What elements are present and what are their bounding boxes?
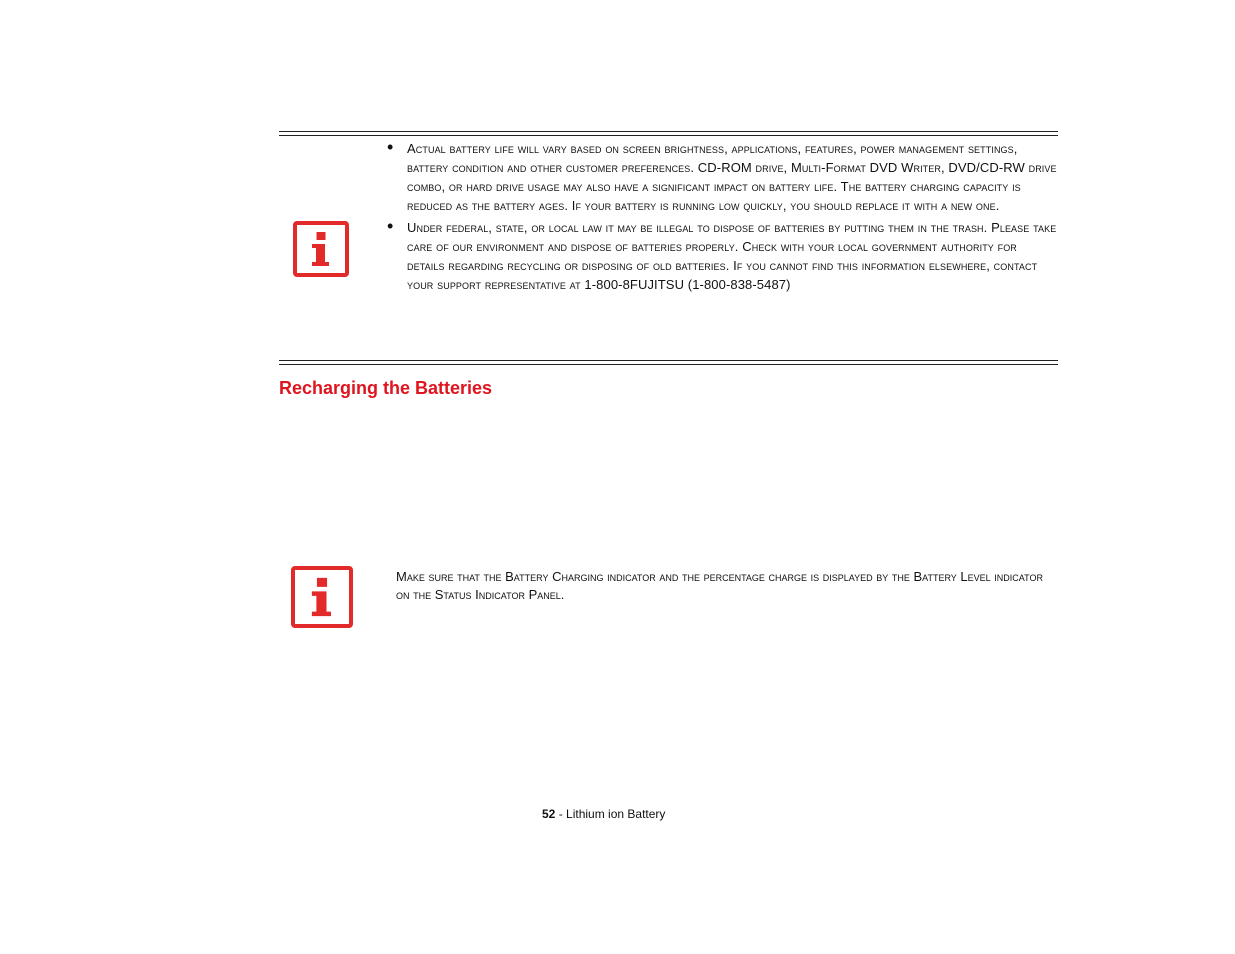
footer-separator: -: [555, 807, 567, 821]
page-footer: [542, 807, 665, 821]
note-bullet-item: • Under federal, state, or local law it may be illegal to dispose of batteries by putting them in the trash. Please take care of our environment and dispose of batteries properly. Check with your local government authority for details regarding recycling or disposing of old batteries. If you cannot find this information elsewhere, contact your support representative at 1-800-8FUJITSU (1-800-838-5487): [387, 218, 1057, 294]
footer-title: Lithium ion Battery: [566, 807, 666, 821]
info-icon: [291, 566, 353, 628]
page-number: 52: [542, 807, 556, 821]
note-box-battery-life: [279, 131, 1058, 365]
top-rule: [279, 131, 1058, 132]
note-bullet-list: [387, 139, 1057, 297]
charging-note-text: Make sure that the Battery Charging indicator and the percentage charge is displayed by the Battery Level indicator on the Status Indicator Panel.: [396, 569, 1043, 602]
bottom-rule: [279, 360, 1058, 361]
info-icon: [293, 221, 349, 277]
top-rule-inner: [279, 135, 1058, 136]
note-bullet-item: • Actual battery life will vary based on screen brightness, applications, features, power management settings, battery condition and other customer preferences. CD-ROM drive, Multi-Format DVD Writer, DVD/CD-RW drive combo, or hard drive usage may also have a significant impact on battery life. The battery charging capacity is reduced as the battery ages. If your battery is running low quickly, you should replace it with a new one.: [387, 139, 1057, 215]
bottom-rule-inner: [279, 364, 1058, 365]
section-heading: Recharging the Batteries: [279, 378, 493, 398]
